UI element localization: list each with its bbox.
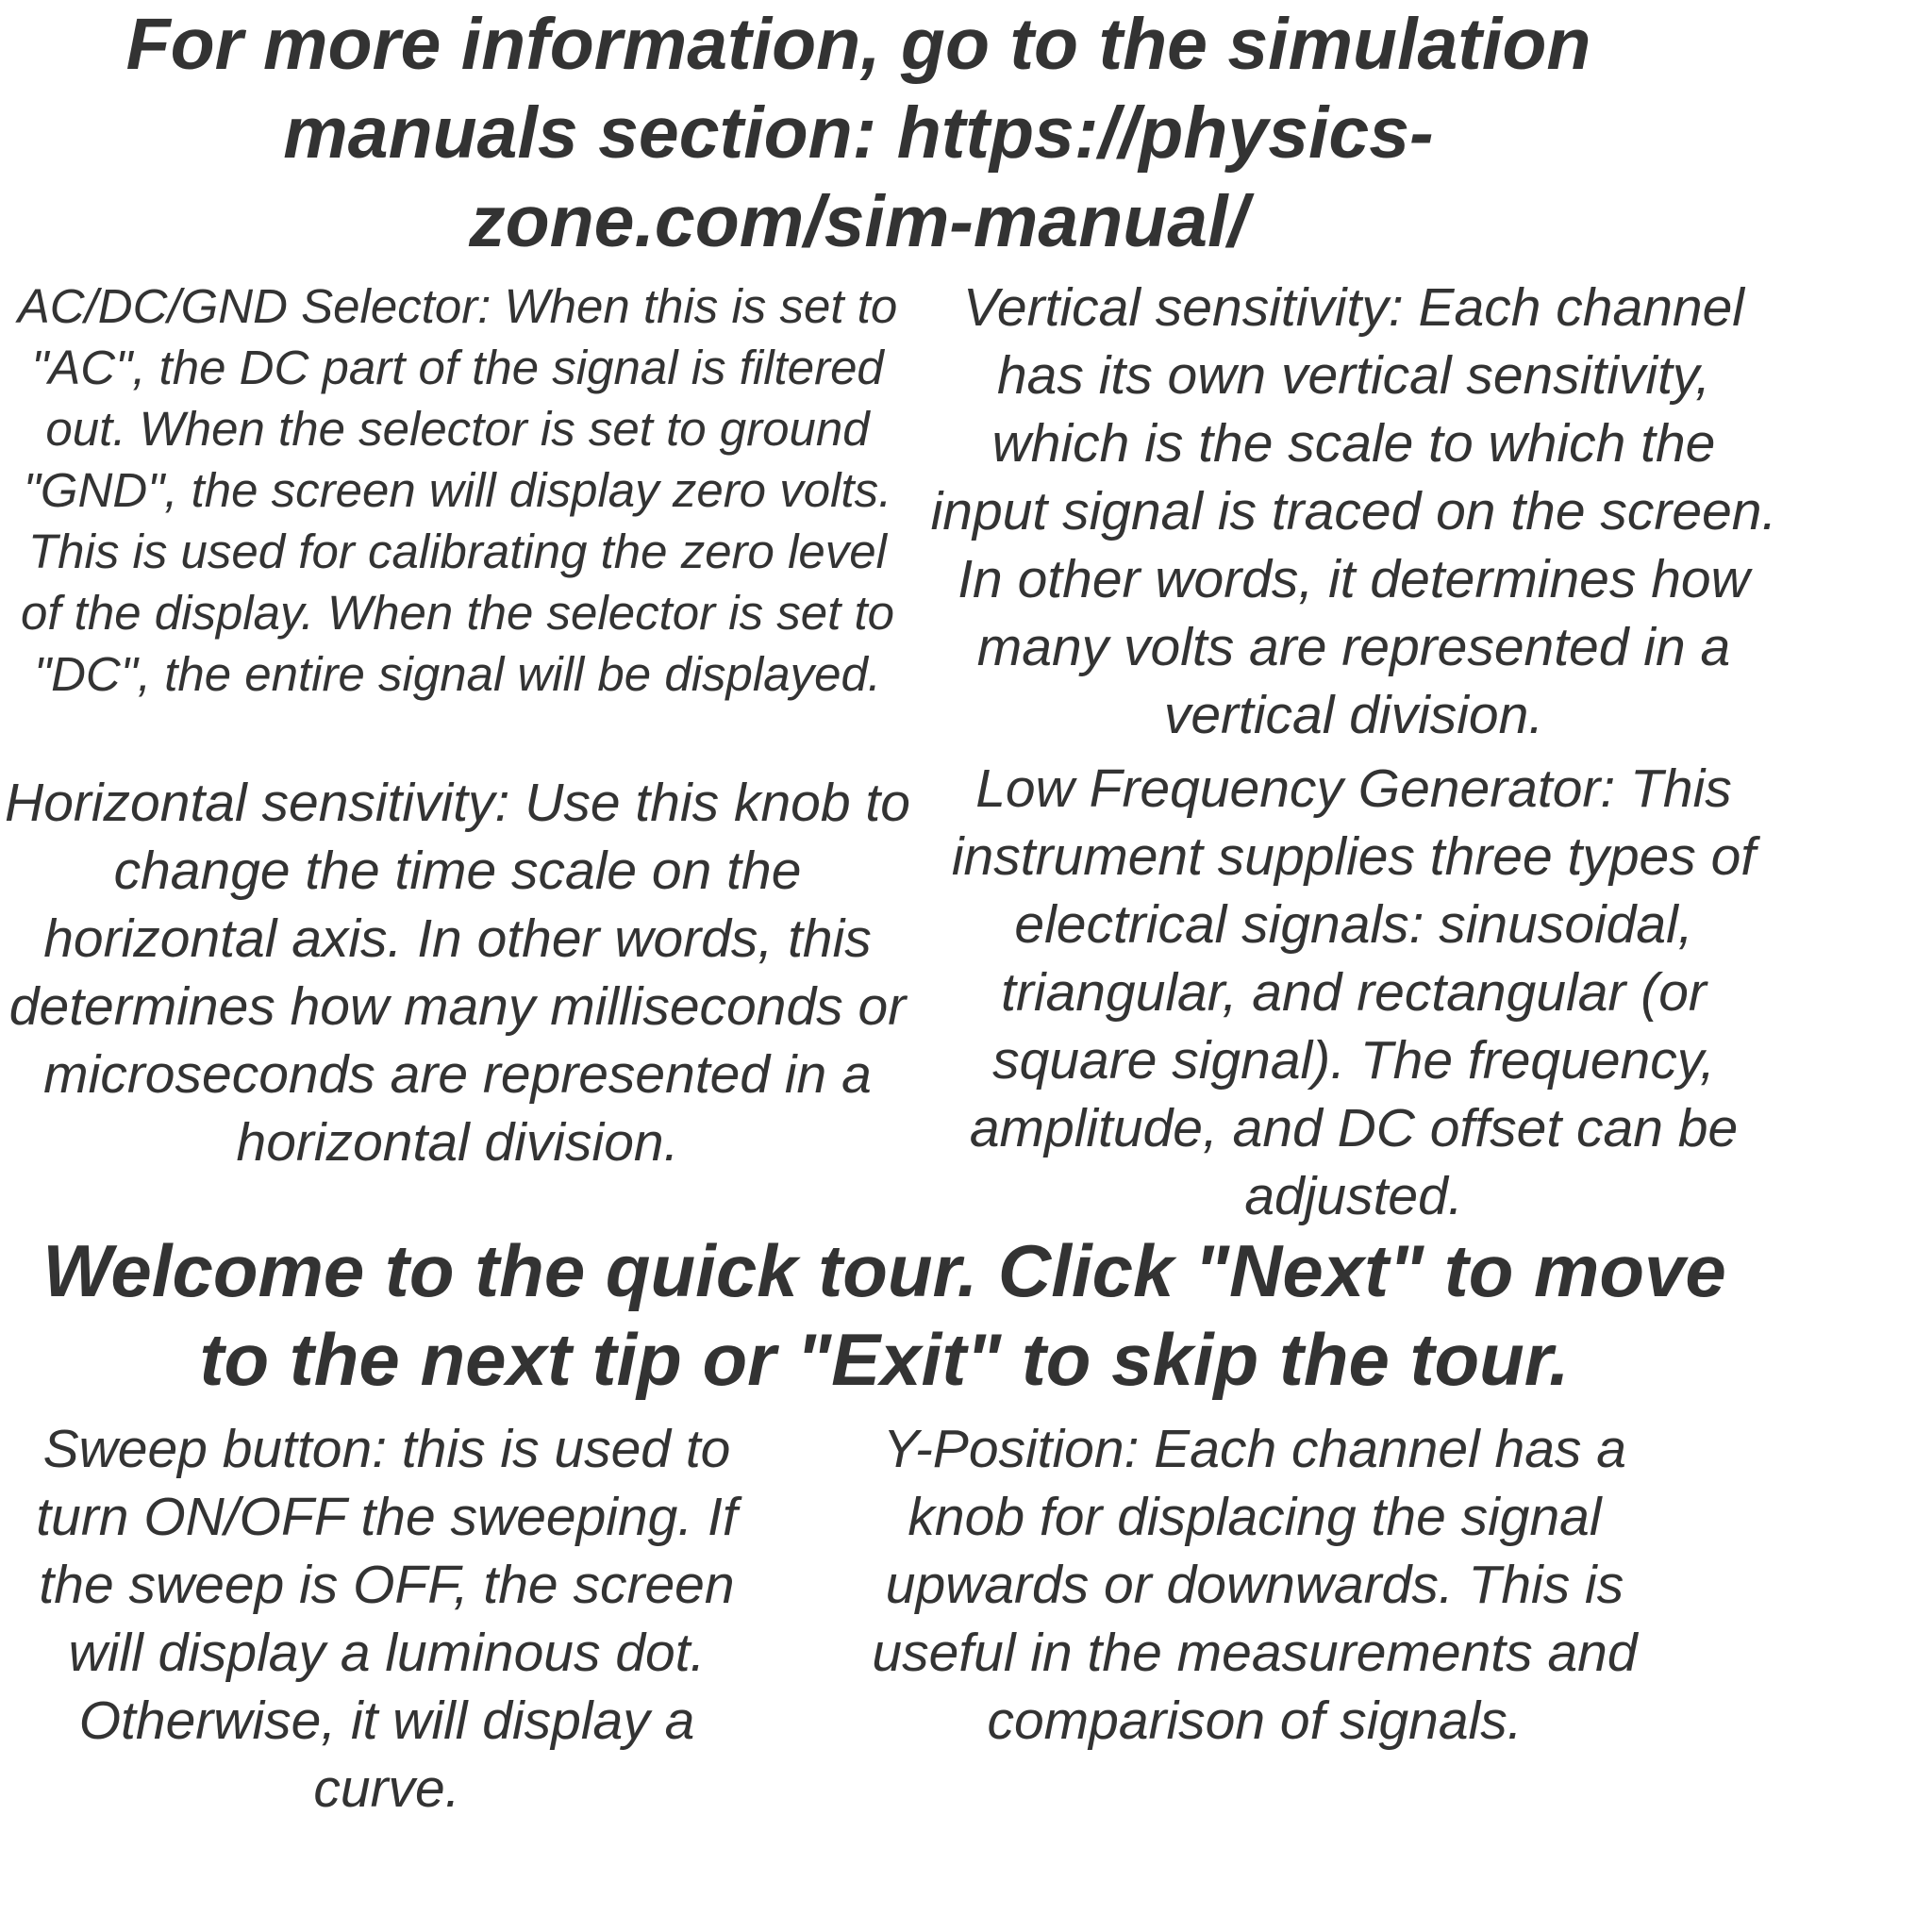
tip-low-frequency-generator: Low Frequency Generator: This instrument supplies three types of electrical signals: sinusoidal, triangular, and rectangular (or square signal). The frequency, amplitude, and DC offset can be adjusted.: [951, 758, 1757, 1226]
tip-y-position: Y-Position: Each channel has a knob for displacing the signal upwards or downwards. This is useful in the measurements and comparison of signals.: [872, 1419, 1638, 1751]
tip-ac-dc-gnd-selector: AC/DC/GND Selector: When this is set to "AC", the DC part of the signal is filtered out. When the selector is set to ground "GND", the screen will display zero volts. This is used for calibrating the zero level of the display. When the selector is set to "DC", the entire signal will be displayed.: [17, 279, 898, 701]
tip-vertical-sensitivity: Vertical sensitivity: Each channel has its own vertical sensitivity, which is the scale to which the input signal is traced on the screen. In other words, it determines how many volts are represented in a vertical division.: [930, 277, 1777, 745]
tip-horizontal-sensitivity: Horizontal sensitivity: Use this knob to change the time scale on the horizontal axis. In other words, this determines how many milliseconds or microseconds are represented in a horizontal division.: [5, 773, 910, 1173]
tip-sweep-button: Sweep button: this is used to turn ON/OFF the sweeping. If the sweep is OFF, the screen will display a luminous dot. Otherwise, it will display a curve.: [36, 1419, 738, 1819]
tour-welcome-title: Welcome to the quick tour. Click "Next" to move to the next tip or "Exit" to skip the tour.: [42, 1229, 1726, 1401]
manual-link-title[interactable]: For more information, go to the simulation manuals section: https://physics-zone.com/sim-manual/: [125, 4, 1591, 262]
